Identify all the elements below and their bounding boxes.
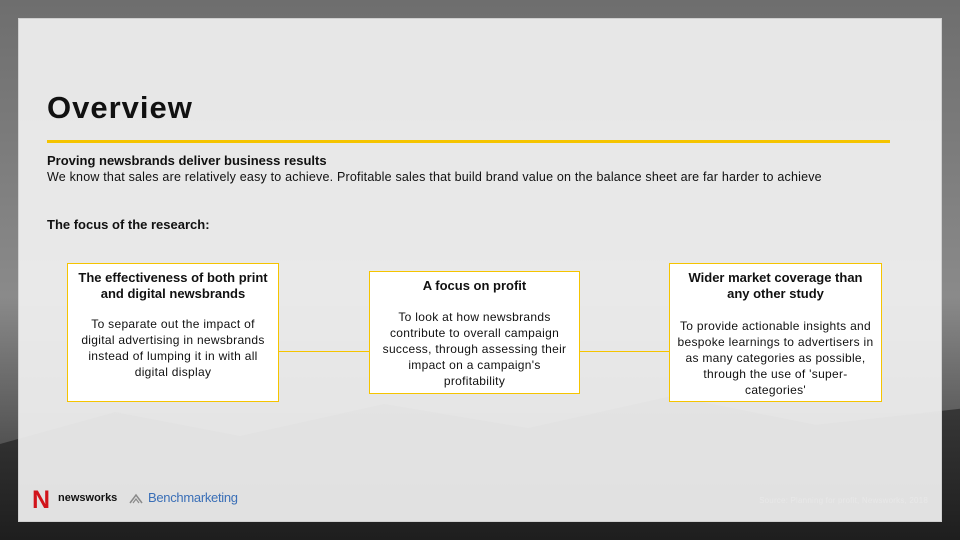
source-note: Source: Planning for profit, Newsworks, 2018	[759, 496, 928, 505]
box-body: To provide actionable insights and bespoke learnings to advertisers in as many categories as possible, through the use of 'super-categories'	[677, 319, 874, 397]
box-heading: A focus on profit	[422, 278, 527, 293]
page-title: Overview	[47, 90, 193, 125]
title-underline	[47, 140, 890, 143]
connector-line	[580, 351, 669, 352]
box-body: To look at how newsbrands contribute to overall campaign success, through assessing their impact on a campaign's profitability	[382, 310, 567, 388]
research-box-profit	[369, 271, 580, 394]
research-box-coverage	[669, 263, 882, 402]
box-body: To separate out the impact of digital advertising in newsbrands instead of lumping it in with all digital display	[81, 317, 265, 379]
connector-line	[279, 351, 369, 352]
subheading: Proving newsbrands deliver business results	[47, 153, 327, 168]
newsworks-logo-text: newsworks	[58, 492, 118, 504]
focus-heading: The focus of the research:	[47, 217, 210, 232]
research-box-effectiveness	[67, 263, 279, 402]
intro-text: We know that sales are relatively easy to achieve. Profitable sales that build brand value on the balance sheet are far harder to achieve	[47, 170, 822, 184]
benchmarketing-logo-icon	[128, 491, 144, 507]
benchmarketing-logo-text: Benchmarketing	[148, 490, 238, 505]
newsworks-logo-mark: N	[32, 486, 51, 514]
box-heading: The effectiveness of both print and digital newsbrands	[78, 270, 268, 301]
box-heading: Wider market coverage than any other study	[688, 270, 863, 301]
